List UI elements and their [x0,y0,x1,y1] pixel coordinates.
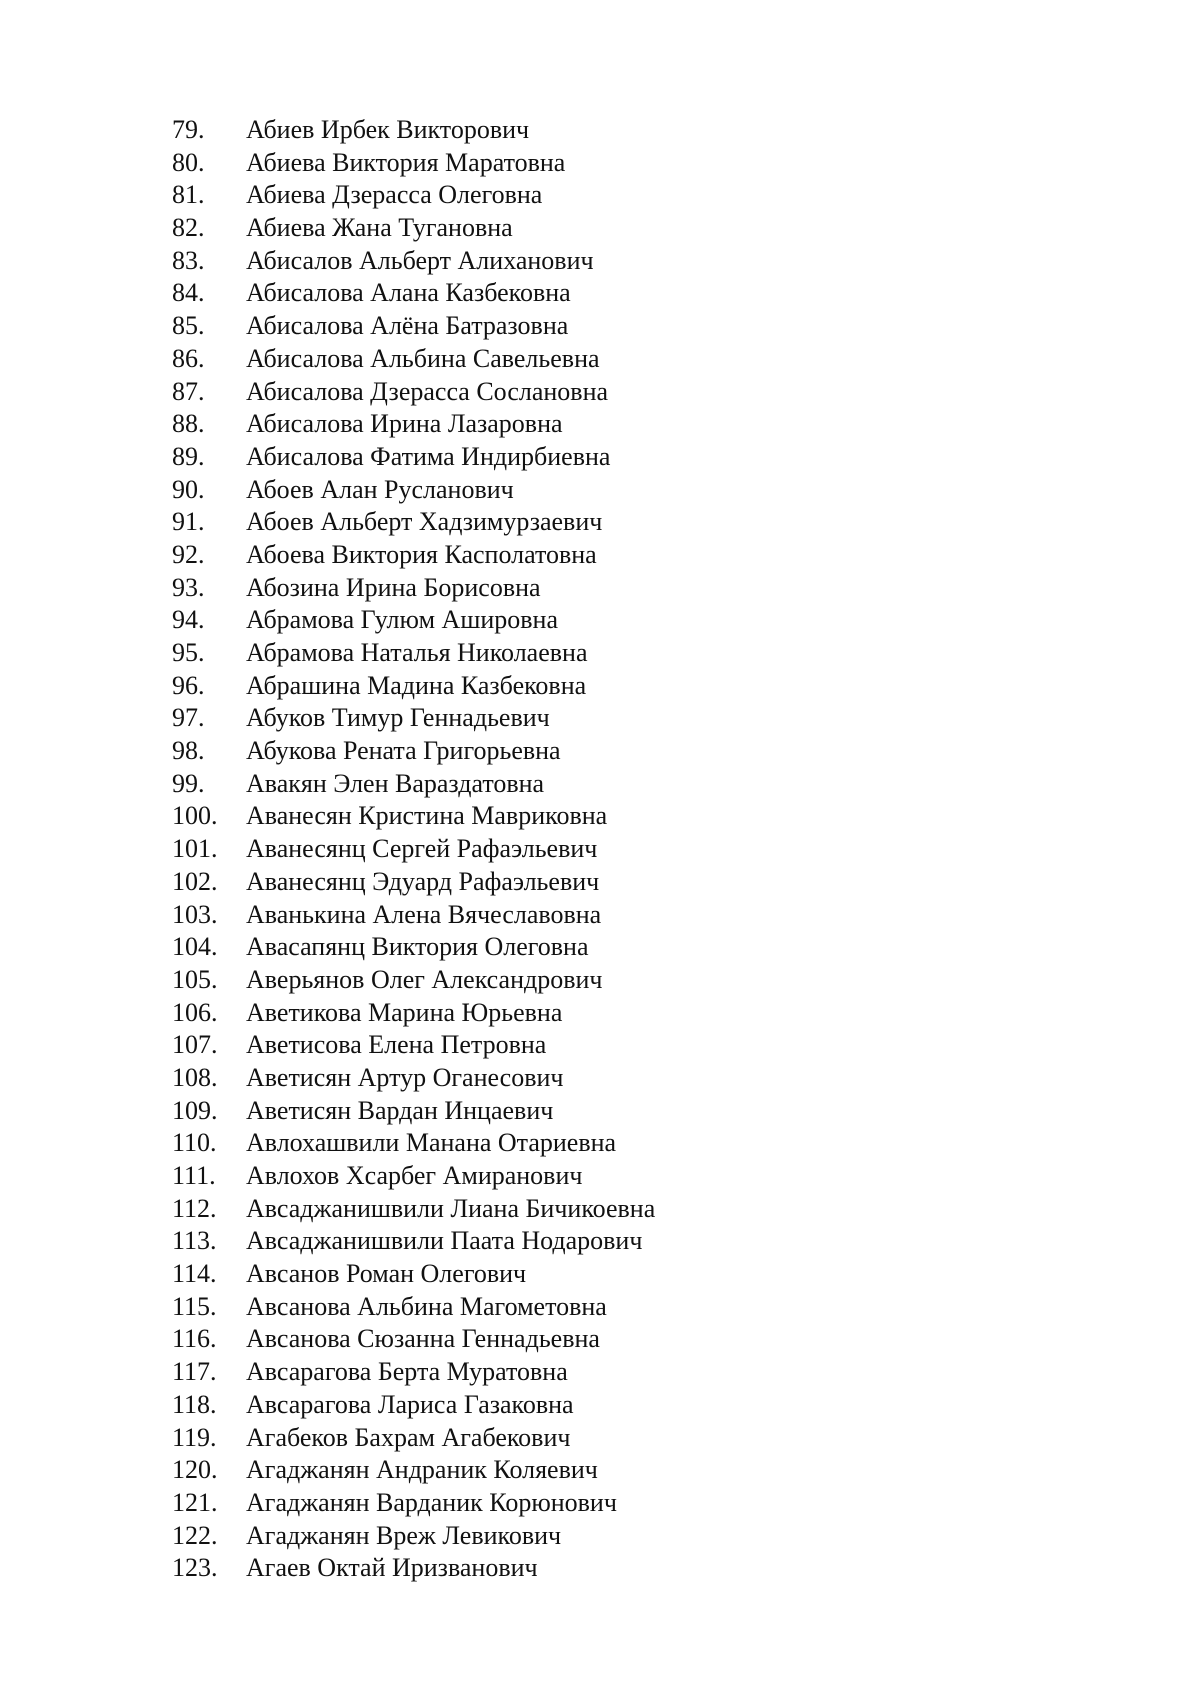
list-item [172,866,655,899]
entry-name: Агаджанян Вреж Левикович [246,1520,562,1550]
entry-number: 87. [172,376,205,406]
entry-number: 107. [172,1030,218,1060]
list-item [172,408,655,441]
entry-number: 121. [172,1487,218,1517]
entry-number: 79. [172,115,205,144]
entry-name: Агаев Октай Иризванович [246,1553,538,1583]
entry-number: 116. [172,1324,217,1354]
list-item [172,1356,655,1389]
entry-name: Авлохашвили Манана Отариевна [246,1128,617,1158]
entry-number: 108. [172,1062,218,1092]
entry-name: Абукова Рената Григорьевна [246,736,561,766]
entry-name: Абрашина Мадина Казбековна [246,670,587,700]
list-item [172,1323,655,1356]
entry-number: 113. [172,1226,217,1256]
entry-number: 90. [172,474,205,504]
entry-name: Абисалова Ирина Лазаровна [246,409,563,439]
list-item [172,1095,655,1128]
entry-number: 117. [172,1357,217,1387]
list-item [172,572,655,605]
entry-number: 91. [172,507,205,537]
entry-number: 93. [172,572,205,602]
entry-name: Аванькина Алена Вячеславовна [246,899,602,929]
list-item [172,277,655,310]
entry-number: 89. [172,441,205,471]
entry-number: 80. [172,147,205,177]
list-item [172,931,655,964]
entry-number: 99. [172,768,205,798]
entry-number: 86. [172,343,205,373]
entry-number: 123. [172,1553,218,1583]
list-item [172,833,655,866]
list-item [172,1291,655,1324]
list-item [172,310,655,343]
list-item [172,441,655,474]
entry-name: Абисалова Фатима Индирбиевна [246,441,611,471]
list-item [172,1422,655,1455]
entry-number: 110. [172,1128,217,1158]
entry-number: 103. [172,899,218,929]
entry-number: 100. [172,801,218,831]
entry-number: 109. [172,1095,218,1125]
list-item [172,1127,655,1160]
entry-name: Абозина Ирина Борисовна [246,572,541,602]
entry-name: Аванесян Кристина Мавриковна [246,801,608,831]
entry-name: Абоев Альберт Хадзимурзаевич [246,507,603,537]
entry-number: 83. [172,245,205,275]
list-item [172,670,655,703]
entry-name: Аванесянц Сергей Рафаэльевич [246,834,598,864]
list-item [172,1160,655,1193]
list-item [172,702,655,735]
list-item [172,245,655,278]
list-item [172,1454,655,1487]
entry-number: 111. [172,1161,216,1190]
entry-number: 120. [172,1455,218,1485]
entry-number: 101. [172,834,218,864]
list-item [172,114,655,147]
entry-number: 96. [172,670,205,700]
entry-name: Авакян Элен Вараздатовна [246,768,545,798]
list-item [172,1225,655,1258]
entry-name: Авсанова Сюзанна Геннадьевна [246,1324,600,1354]
list-item [172,1193,655,1226]
entry-name: Абисалов Альберт Алиханович [246,245,594,275]
list-item [172,539,655,572]
entry-number: 82. [172,213,205,243]
entry-name: Абиев Ирбек Викторович [246,115,530,144]
entry-name: Абрамова Наталья Николаевна [246,638,588,667]
entry-name: Абисалова Дзерасса Сослановна [246,376,609,406]
list-item [172,179,655,212]
entry-number: 92. [172,539,205,569]
entry-number: 105. [172,964,218,994]
entry-name: Абиева Виктория Маратовна [246,147,566,177]
list-item [172,735,655,768]
list-item [172,899,655,932]
entry-name: Абиева Жана Тугановна [246,213,513,243]
list-item [172,506,655,539]
name-list [172,114,655,1585]
entry-number: 88. [172,409,205,439]
entry-name: Авсарагова Лариса Газаковна [246,1389,574,1419]
list-item [172,637,655,670]
list-item [172,1029,655,1062]
entry-number: 81. [172,180,205,210]
list-item [172,343,655,376]
list-item [172,800,655,833]
list-item [172,768,655,801]
entry-number: 94. [172,605,205,635]
entry-name: Аветикова Марина Юрьевна [246,997,563,1027]
list-item [172,474,655,507]
entry-name: Абоева Виктория Касполатовна [246,539,597,569]
entry-name: Абисалова Альбина Савельевна [246,343,600,373]
entry-name: Абуков Тимур Геннадьевич [246,703,550,733]
entry-name: Авасапянц Виктория Олеговна [246,932,589,962]
entry-number: 97. [172,703,205,733]
list-item [172,1487,655,1520]
entry-number: 119. [172,1422,217,1452]
entry-name: Агабеков Бахрам Агабекович [246,1422,571,1452]
entry-name: Агаджанян Варданик Корюнович [246,1487,617,1517]
entry-number: 98. [172,736,205,766]
list-item [172,997,655,1030]
entry-number: 118. [172,1389,217,1419]
list-item [172,964,655,997]
entry-name: Авсарагова Берта Муратовна [246,1357,568,1387]
entry-name: Абиева Дзерасса Олеговна [246,180,543,210]
entry-name: Авлохов Хсарбег Амиранович [246,1161,583,1190]
list-item [172,212,655,245]
list-item [172,1062,655,1095]
entry-number: 95. [172,638,205,667]
entry-name: Авсанова Альбина Магометовна [246,1291,607,1321]
list-item [172,1520,655,1553]
list-item [172,147,655,180]
list-item [172,376,655,409]
entry-name: Аванесянц Эдуард Рафаэльевич [246,866,600,896]
entry-name: Аверьянов Олег Александрович [246,964,603,994]
list-item [172,1258,655,1291]
list-item [172,604,655,637]
list-item [172,1389,655,1422]
entry-number: 114. [172,1259,217,1289]
entry-name: Авсаджанишвили Паата Нодарович [246,1226,643,1256]
entry-number: 102. [172,866,218,896]
entry-name: Абисалова Алёна Батразовна [246,311,569,341]
entry-number: 115. [172,1291,217,1321]
entry-number: 112. [172,1193,217,1223]
entry-name: Аветисова Елена Петровна [246,1030,547,1060]
entry-name: Агаджанян Андраник Коляевич [246,1455,598,1485]
entry-number: 122. [172,1520,218,1550]
list-item [172,1552,655,1585]
entry-name: Абисалова Алана Казбековна [246,278,571,308]
entry-name: Авсаджанишвили Лиана Бичикоевна [246,1193,656,1223]
entry-name: Аветисян Артур Оганесович [246,1062,564,1092]
entry-name: Абоев Алан Русланович [246,474,514,504]
entry-number: 85. [172,311,205,341]
entry-name: Аветисян Вардан Инцаевич [246,1095,554,1125]
entry-name: Авсанов Роман Олегович [246,1259,527,1289]
entry-number: 104. [172,932,218,962]
entry-name: Абрамова Гулюм Ашировна [246,605,558,635]
entry-number: 84. [172,278,205,308]
entry-number: 106. [172,997,218,1027]
